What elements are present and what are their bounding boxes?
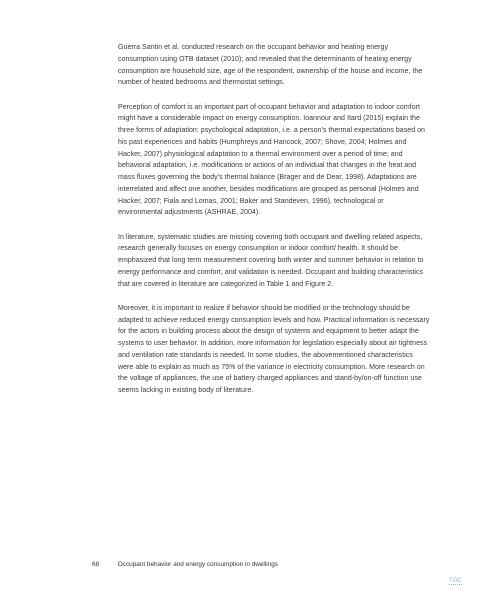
- paragraph-4: Moreover, it is important to realize if behavior should be modified or the technology should be adapted to achieve reduced energy consumption levels and how. Practical information is necessary for the actors in building process about the design of systems and equipment to better adapt the systems to user behavior. In addition, more information for legislation especially about air tightness and ventilation rate standards is needed. In some studies, the abovementioned characteristics were able to explain as much as 75% of the variance in electricity consumption. More research on the voltage of appliances, the use of battery charged appliances and stand-by/on-off function use seems lacking in existing body of literature.: [118, 304, 430, 394]
- running-title: Occupant behavior and energy consumption in dwellings: [117, 561, 278, 568]
- paragraph-1: Guerra Santin et al. conducted research on the occupant behavior and heating energy consumption using OTB dataset (2010); and revealed that the determinants of heating energy consumption are household size, age of the respondent, ownership of the house and income, the number of heated bedrooms and thermostat settings.: [118, 44, 423, 87]
- main-text: [118, 42, 430, 409]
- paragraph-2: Perception of comfort is an important part of occupant behavior and adaptation to indoor comfort might have a considerable impact on energy consumption. Ioannour and Itard (2015) explain the three forms of adaptation: psychological adaptation, i.e. a person’s thermal expectations based on his past experiences and habits (Humphreys and Hancock, 2007; Shove, 2004; Holmes and Hacker, 2007) physiological adaptation to a thermal environment over a period of time; and behavioral adaptation, i.e. modifications or actions of an individual that changes in the heat and mass fluxes governing the body’s thermal balance (Brager and de Dear, 1998). Adaptations are interrelated and affect one another, besides modifications are grouped as personal (Holmes and Hacker, 2007; Fiala and Lomas, 2001; Baker and Standeven, 1996), technological or environmental adjustments (ASHRAE, 2004).: [118, 103, 425, 217]
- page-footer: [92, 561, 278, 568]
- page-number: 68: [92, 561, 100, 568]
- toc-link[interactable]: TOC: [449, 577, 462, 584]
- paragraph-3: In literature, systematic studies are missing covering both occupant and dwelling related aspects, research generally focuses on energy consumption or indoor comfort/ health. It should be emphasized that long term measurement covering both winter and summer behavior in relation to energy performance and comfort, and validation is needed. Occupant and building characteristics that are covered in literature are categorized in Table 1 and Figure 2.: [118, 233, 424, 288]
